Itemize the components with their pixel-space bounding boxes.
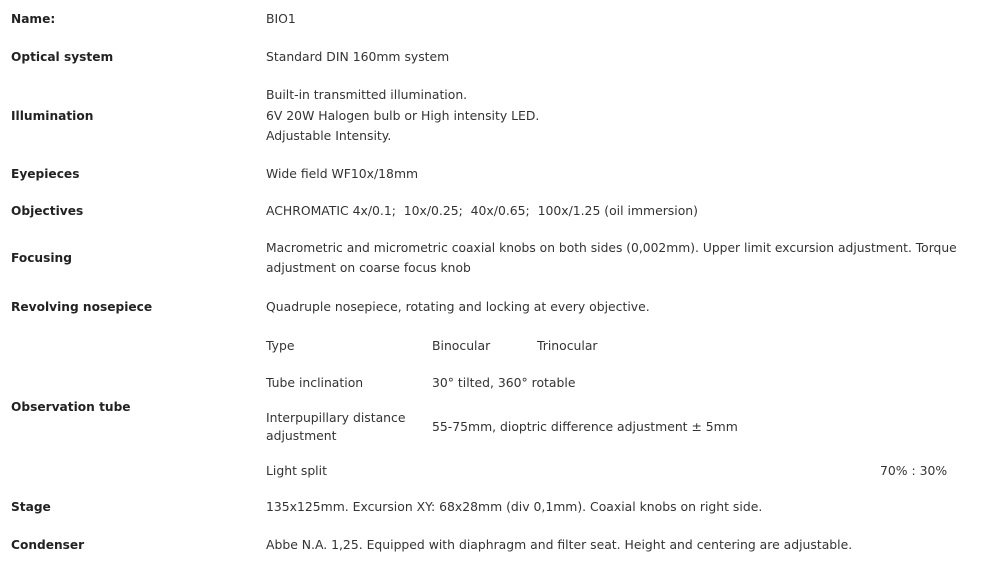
tube-type-trinocular: Trinocular (537, 338, 598, 353)
spec-value-condenser: Abbe N.A. 1,25. Equipped with diaphragm and filter seat. Height and centering are adjustable. (266, 537, 853, 552)
tube-ipd-label-line1: Interpupillary distance (266, 410, 406, 425)
spec-value-objectives: ACHROMATIC 4x/0.1; 10x/0.25; 40x/0.65; 100x/1.25 (oil immersion) (266, 203, 698, 218)
tube-inclination-value: 30° tilted, 360° rotable (432, 375, 576, 390)
spec-value-focusing: Macrometric and micrometric coaxial knobs on both sides (0,002mm). Upper limit excursion adjustment. Torque adjustment on coarse focus knob (266, 241, 957, 275)
spec-value-illumination (266, 85, 1001, 147)
spec-label-condenser: Condenser (11, 538, 85, 552)
spec-label-objectives: Objectives (11, 204, 84, 218)
spec-label-name: Name: (11, 12, 56, 26)
spec-label-revolving-nosepiece: Revolving nosepiece (11, 300, 153, 314)
illumination-line: Built-in transmitted illumination. (266, 87, 468, 102)
tube-ipd-label-line2: adjustment (266, 428, 337, 443)
spec-label-observation-tube: Observation tube (11, 400, 131, 414)
illumination-line: 6V 20W Halogen bulb or High intensity LED. (266, 107, 540, 123)
spec-value-eyepieces: Wide field WF10x/18mm (266, 166, 419, 181)
spec-label-illumination: Illumination (11, 109, 94, 123)
tube-light-split-label: Light split (266, 463, 327, 478)
spec-value-stage: 135x125mm. Excursion XY: 68x28mm (div 0,1mm). Coaxial knobs on right side. (266, 499, 763, 514)
tube-type-label: Type (266, 338, 295, 353)
spec-label-stage: Stage (11, 500, 51, 514)
spec-value-revolving-nosepiece: Quadruple nosepiece, rotating and locking at every objective. (266, 299, 650, 314)
tube-ipd-value: 55-75mm, dioptric difference adjustment ± 5mm (432, 419, 738, 434)
illumination-line: Adjustable Intensity. (266, 128, 392, 143)
spec-label-focusing: Focusing (11, 251, 72, 265)
tube-light-split-value: 70% : 30% (880, 463, 948, 478)
spec-label-optical-system: Optical system (11, 50, 114, 64)
spec-value-optical-system: Standard DIN 160mm system (266, 49, 450, 64)
spec-label-eyepieces: Eyepieces (11, 167, 80, 181)
spec-value-name: BIO1 (266, 11, 296, 26)
tube-type-binocular: Binocular (432, 338, 491, 353)
tube-inclination-label: Tube inclination (266, 375, 364, 390)
